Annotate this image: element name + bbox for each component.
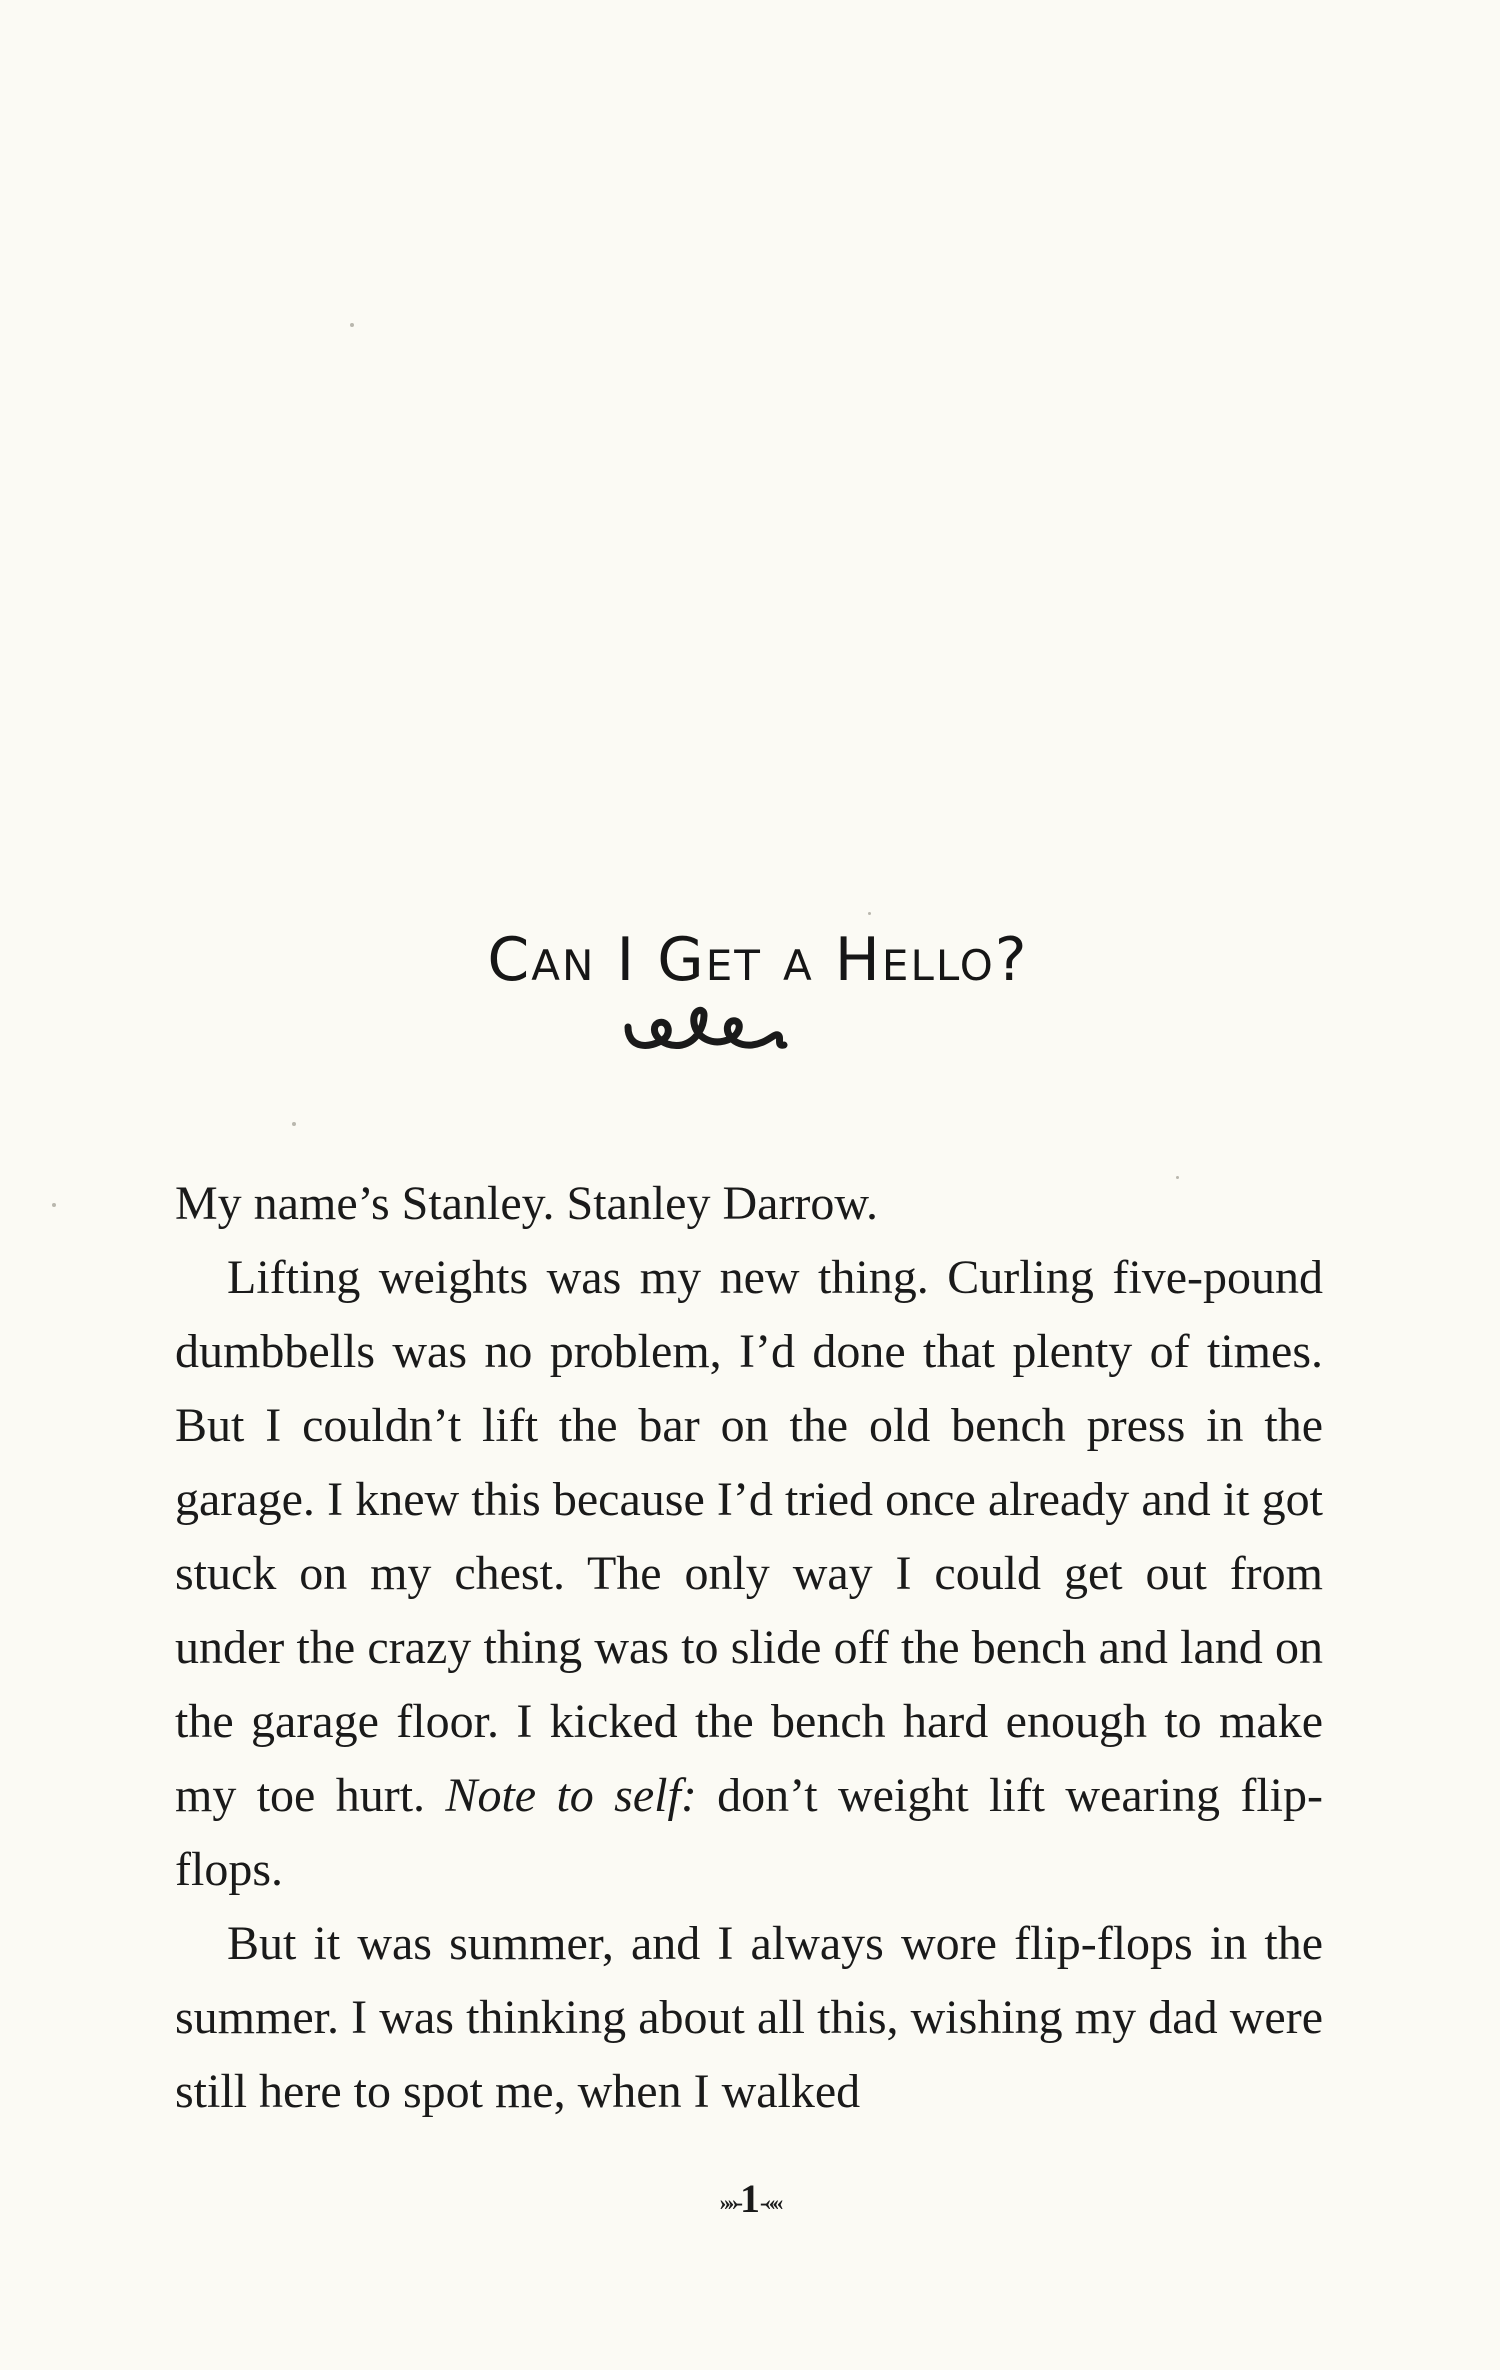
emphasis-text: Note to self:	[445, 1769, 697, 1822]
paragraph-text-continued: don’t weight lift wearing flip-flops.	[175, 1769, 1324, 1896]
chapter-title: Can I Get a Hello?	[487, 925, 1029, 995]
right-ornament-icon: -««	[760, 2189, 781, 2215]
paragraph	[175, 1167, 1323, 1241]
page-number	[0, 2175, 1500, 2222]
paragraph	[175, 1907, 1323, 2129]
paragraph	[175, 1241, 1323, 1907]
paper-speck	[350, 323, 354, 327]
flourish-ornament	[620, 1005, 880, 1065]
paper-speck	[52, 1203, 56, 1207]
paragraph-text: Lifting weights was my new thing. Curling five-pound dumbbells was no problem, I’d done that plenty of times. But I couldn’t lift the bar on the old bench press in the garage. I knew this because I’d tried once already and it got stuck on my chest. The only way I could get out from under the crazy thing was to slide off the bench and land on the garage floor. I kicked the bench hard enough to make my toe hurt.	[175, 1251, 1323, 1822]
left-ornament-icon: »»-	[719, 2189, 740, 2215]
chapter-body	[175, 1167, 1323, 2129]
paper-speck	[868, 912, 871, 915]
paper-speck	[292, 1122, 296, 1126]
page-number-value: 1	[740, 2176, 760, 2221]
paragraph-text: But it was summer, and I always wore flip-flops in the summer. I was thinking about all this, wishing my dad were still here to spot me, when I walked	[175, 1917, 1323, 2118]
paragraph-text: My name’s Stanley. Stanley Darrow.	[175, 1177, 878, 1230]
